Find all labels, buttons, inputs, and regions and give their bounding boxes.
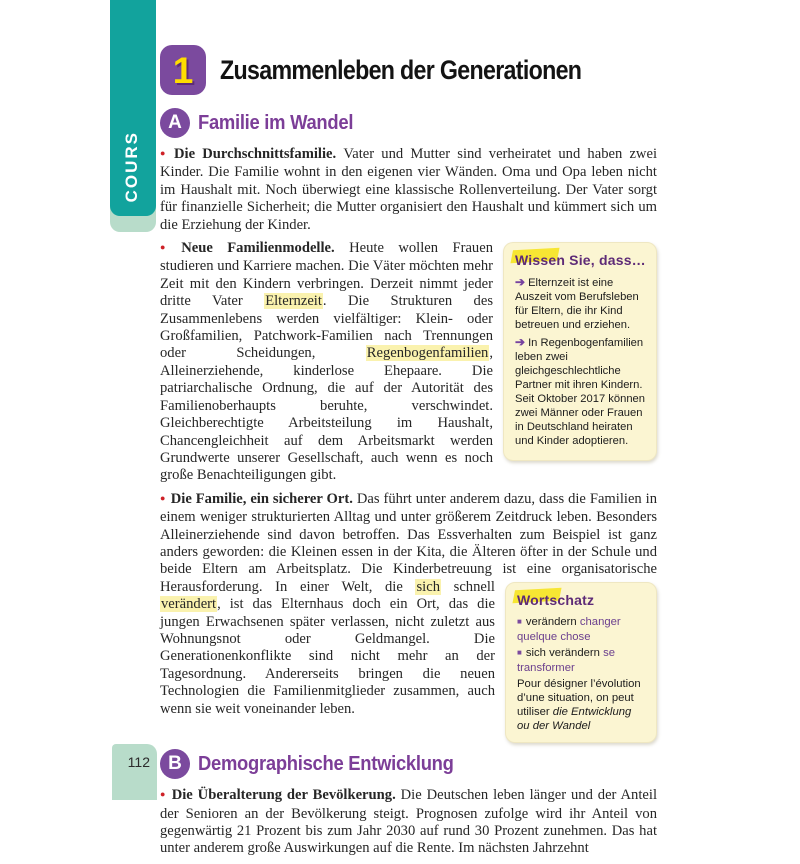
arrow-icon: ➔	[515, 275, 526, 290]
paragraph-durchschnittsfamilie	[160, 146, 657, 234]
section-b-title: Demographische Entwicklung	[198, 752, 454, 775]
bullet-icon: ●	[160, 789, 167, 800]
paragraph-text: Die Durchschnittsfamilie. Vater und Mutter sind verheiratet und haben zwei Kinder. Die Familie wohnt in den eigenen vier Wänden. Oma und Opa leben nicht im Haushalt mit. Noch überwiegt eine klassische Rollenverteilung. Der Vater sorgt für finanzielle Sicherheit; die Mutter organisiert den Haushalt und kümmert sich um die Erziehung der Kinder.	[160, 146, 657, 233]
bullet-icon: ●	[160, 148, 169, 158]
wortschatz-box-title	[517, 592, 646, 610]
wissen-item-text: In Regenbogenfamilien leben zwei gleichgeschlechtliche Partner mit ihren Kindern. Seit Oktober 2017 können zwei Männer oder Frauen in Deutschland heiraten und Kinder adoptieren.	[515, 337, 645, 448]
chapter-number: 1	[172, 49, 194, 91]
vocab-note: Pour désigner l’évolution d’une situation, on peut utiliser die Entwicklung ou der Wandel	[517, 678, 641, 733]
section-a-heading	[160, 108, 657, 138]
bullet-icon: ●	[160, 492, 166, 503]
wissen-box-title-text: Wissen Sie, dass…	[515, 252, 646, 269]
wissen-item-text: Elternzeit ist eine Auszeit vom Berufsleben für Eltern, die ihr Kind betreuen und erziehen.	[515, 277, 639, 332]
cours-tab-label: COURS	[122, 130, 141, 202]
chapter-title: Zusammenleben der Generationen	[220, 54, 582, 85]
paragraph-text: Die Überalterung der Bevölkerung. Die Deutschen leben länger und der Anteil der Senioren an der Bevölkerung steigt. Prognosen zufolge wird ihr Anteil von gegenwärtig 21 Prozent bis zum Jahr 2030 auf rund 30 Prozent zunehmen. Das hat unter anderem große Auswirkungen auf die Rente. Im nächsten Jahrzehnt	[160, 787, 657, 857]
vocab-french-translation: changer quelque chose	[517, 616, 621, 644]
vocab-entry	[517, 646, 646, 675]
wissen-box-title	[515, 252, 646, 270]
vocab-german-term: verändern	[525, 616, 577, 629]
section-a-badge: A	[160, 108, 190, 138]
page-number-box	[112, 744, 157, 800]
vocab-entry	[517, 615, 646, 644]
paragraph-text: Herausforderung. In einer Welt, die sich schnell verändert, ist das Elternhaus doch ein Ort, das die jungen Erwachsenen später verlassen, nicht zuletzt aus Wohnungsnot oder Geldmangel. Die Generationenkonflikte sind nicht mehr an der Tagesordnung. Andererseits bringen die neuen Technologien die Familienmitglieder zusammen, auch wenn sie weit voneinander leben.	[160, 578, 495, 717]
chapter-header	[160, 44, 657, 96]
arrow-icon: ➔	[515, 335, 526, 350]
paragraph-text: Neue Familienmodelle. Heute wollen Frauen studieren und Karriere machen. Die Väter möchten mehr Zeit mit den Kindern verbringen. Derzeit nimmt jeder dritte Vater Elternzeit. Die Strukturen des Zusammenlebens werden vielfältiger: Klein- oder Großfamilien, Patchwork-Familien nach Trennungen oder Scheidungen, Regenbogenfamilien, Alleinerziehende, kinderlose Ehepaare. Die patriarchalische Ordnung, die auf der Autorität des Familienoberhaupts beruhte, verschwindet. Gleichberechtigte Arbeitsteilung im Haushalt, Chancengleichheit auf dem Arbeitsmarkt werden Grundwerte unserer Gesellschaft, auch wenn es noch große Benachteiligungen gibt.	[160, 240, 494, 484]
wissen-item	[515, 275, 646, 332]
vocab-german-term: sich verändern	[525, 647, 600, 660]
square-bullet-icon: ■	[517, 617, 522, 627]
main-content	[160, 44, 657, 864]
wortschatz-box-title-text: Wortschatz	[517, 591, 595, 608]
paragraph-text: Die Familie, ein sicherer Ort. Das führt unter anderem dazu, dass die Familien in einem weniger strukturierten Alltag und unter größerem Zeitdruck leben. Besonders Alleinerziehende sind davon betroffen. Das Essverhalten zum Beispiel ist ganz anders geworden: die Kleinen essen in der Kita, die Älteren öfter in der Schule und beide Eltern am Arbeitsplatz. Die Kinderbetreuung ist eine organisatorische	[160, 490, 658, 578]
wissen-item	[515, 335, 646, 448]
chapter-number-badge	[160, 45, 206, 95]
vocab-french-translation: se transformer	[517, 647, 616, 675]
bullet-icon: ●	[160, 242, 177, 253]
page-number: 112	[127, 754, 150, 770]
cours-tab	[110, 0, 156, 216]
section-a-title: Familie im Wandel	[198, 111, 354, 134]
section-b-heading	[160, 747, 657, 779]
square-bullet-icon: ■	[517, 648, 522, 658]
section-b-badge: B	[160, 749, 190, 779]
wortschatz-box	[505, 582, 657, 743]
wissen-box	[503, 242, 657, 461]
paragraph-neue-familienmodelle	[160, 240, 657, 485]
paragraph-ueberalterung	[160, 787, 657, 858]
paragraph-familie-sicherer-ort	[160, 490, 658, 733]
